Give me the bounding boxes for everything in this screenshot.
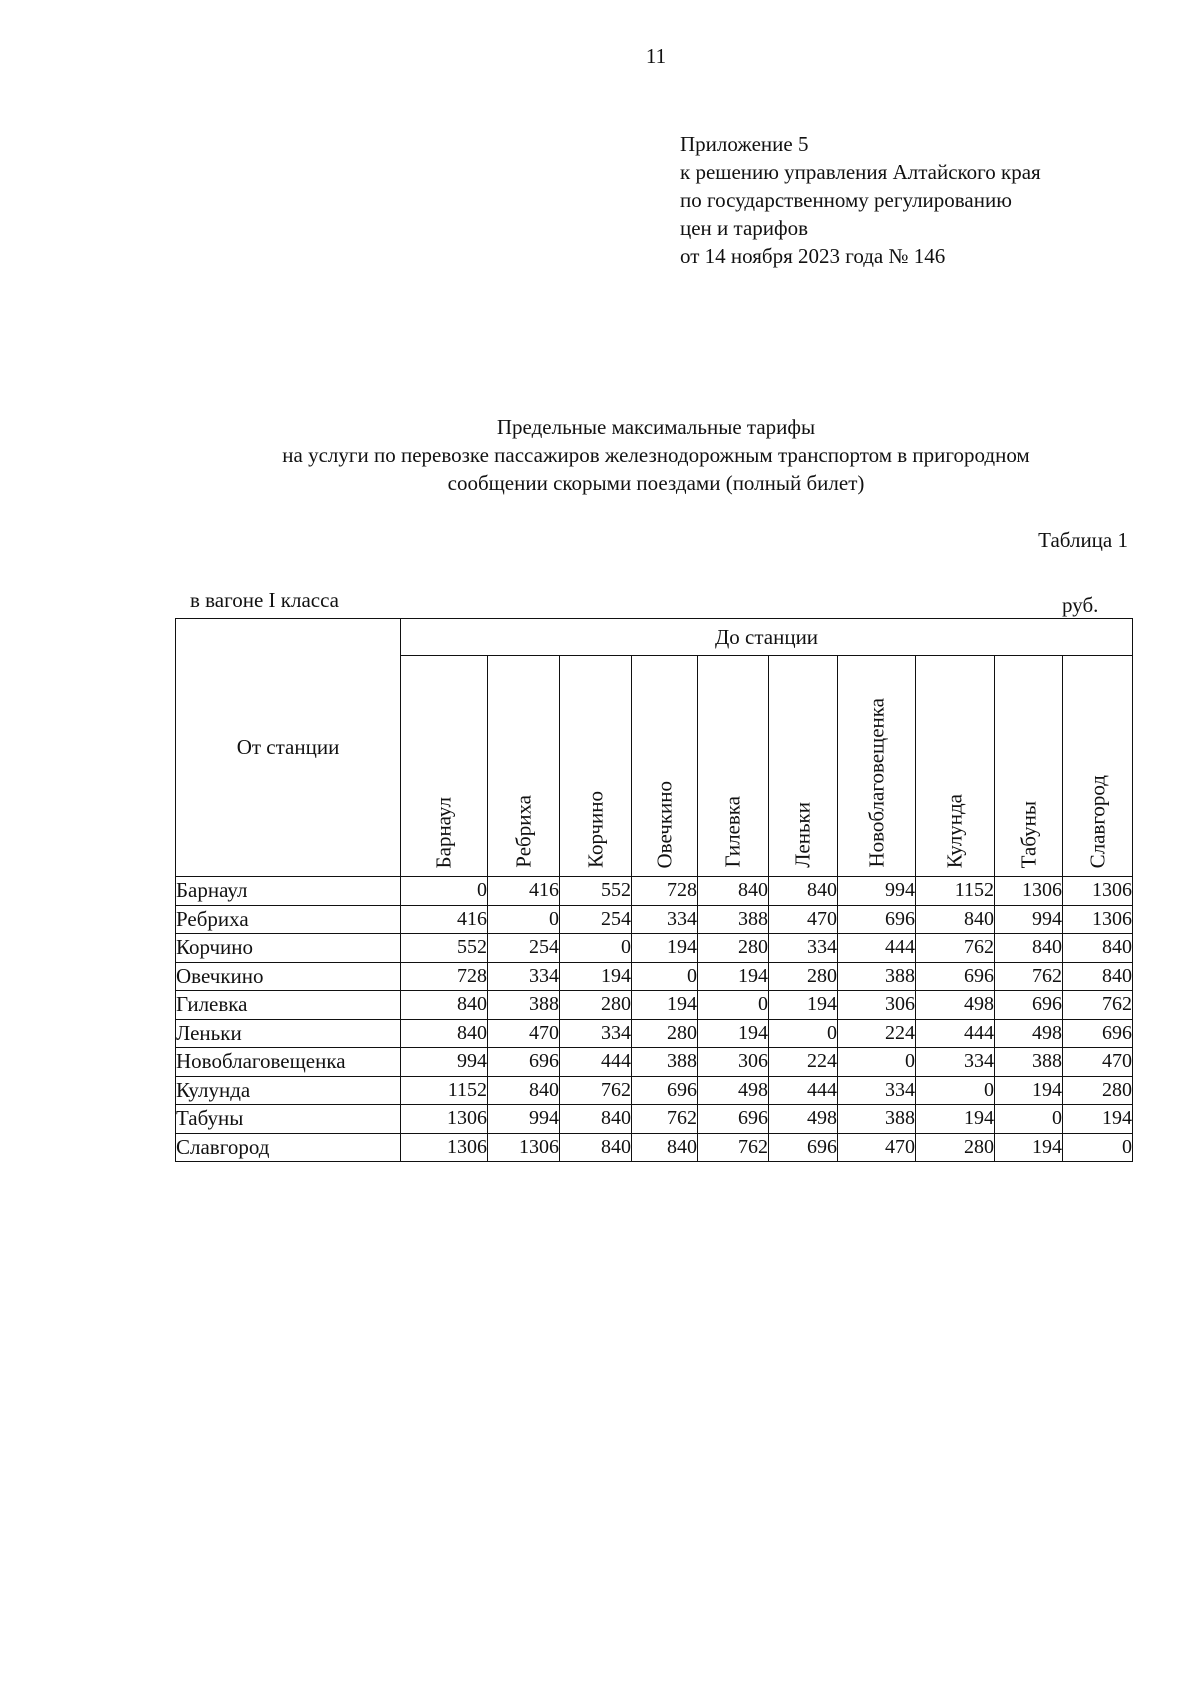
tariff-cell: 1152: [401, 1076, 488, 1105]
tariff-cell: 280: [632, 1019, 698, 1048]
tariff-cell: 444: [916, 1019, 995, 1048]
tariff-cell: 840: [632, 1133, 698, 1162]
tariff-cell: 994: [838, 877, 916, 906]
tariff-cell: 0: [769, 1019, 838, 1048]
tariff-cell: 444: [560, 1048, 632, 1077]
tariff-cell: 470: [1063, 1048, 1133, 1077]
tariff-table: [175, 618, 1133, 1162]
column-header: [838, 656, 916, 877]
tariff-cell: 388: [698, 905, 769, 934]
tariff-cell: 388: [838, 1105, 916, 1134]
table-row: [176, 1105, 1133, 1134]
title-line: Предельные максимальные тарифы: [496, 415, 816, 439]
tariff-cell: 444: [838, 934, 916, 963]
column-header-label: Гилевка: [720, 796, 745, 868]
column-header-label: Барнаул: [431, 796, 456, 868]
column-header: [401, 656, 488, 877]
tariff-cell: 840: [769, 877, 838, 906]
tariff-cell: 0: [560, 934, 632, 963]
tariff-cell: 498: [916, 991, 995, 1020]
tariff-cell: 1306: [401, 1105, 488, 1134]
table-row: [176, 991, 1133, 1020]
column-header: [560, 656, 632, 877]
tariff-cell: 0: [916, 1076, 995, 1105]
tariff-cell: 194: [995, 1133, 1063, 1162]
column-header-label: Леньки: [790, 802, 815, 868]
tariff-cell: 194: [632, 991, 698, 1020]
tariff-cell: 224: [838, 1019, 916, 1048]
tariff-cell: 696: [1063, 1019, 1133, 1048]
table-row: [176, 1048, 1133, 1077]
tariff-cell: 552: [401, 934, 488, 963]
tariff-cell: 334: [838, 1076, 916, 1105]
table-row: [176, 1076, 1133, 1105]
tariff-cell: 254: [560, 905, 632, 934]
tariff-cell: 388: [488, 991, 560, 1020]
tariff-cell: 388: [632, 1048, 698, 1077]
unit-label: руб.: [1062, 593, 1099, 617]
column-header: [632, 656, 698, 877]
tariff-cell: 840: [560, 1105, 632, 1134]
tariff-cell: 334: [769, 934, 838, 963]
tariff-cell: 416: [488, 877, 560, 906]
tariff-cell: 840: [916, 905, 995, 934]
tariff-cell: 762: [916, 934, 995, 963]
document-title: [0, 413, 1200, 497]
tariff-cell: 280: [560, 991, 632, 1020]
table-row: [176, 905, 1133, 934]
tariff-cell: 1306: [995, 877, 1063, 906]
tariff-cell: 1306: [401, 1133, 488, 1162]
tariff-cell: 194: [632, 934, 698, 963]
page-number: 11: [645, 44, 667, 68]
tariff-cell: 0: [632, 962, 698, 991]
column-header: [995, 656, 1063, 877]
from-station-header: От станции: [176, 619, 401, 877]
row-station-name: Ребриха: [176, 905, 401, 934]
tariff-cell: 840: [488, 1076, 560, 1105]
tariff-cell: 334: [916, 1048, 995, 1077]
row-station-name: Гилевка: [176, 991, 401, 1020]
column-header-label: Славгород: [1085, 774, 1109, 868]
row-station-name: Барнаул: [176, 877, 401, 906]
tariff-cell: 994: [488, 1105, 560, 1134]
appendix-block: [680, 130, 1041, 270]
column-header: [488, 656, 560, 877]
tariff-cell: 1306: [488, 1133, 560, 1162]
tariff-cell: 498: [698, 1076, 769, 1105]
title-line: сообщении скорыми поездами (полный билет): [447, 471, 865, 495]
tariff-cell: 334: [488, 962, 560, 991]
tariff-cell: 194: [769, 991, 838, 1020]
tariff-cell: 470: [488, 1019, 560, 1048]
class-label: в вагоне I класса: [190, 588, 339, 612]
tariff-cell: 416: [401, 905, 488, 934]
tariff-cell: 254: [488, 934, 560, 963]
tariff-cell: 0: [401, 877, 488, 906]
tariff-cell: 334: [560, 1019, 632, 1048]
table-row: [176, 1133, 1133, 1162]
tariff-cell: 194: [1063, 1105, 1133, 1134]
tariff-cell: 840: [995, 934, 1063, 963]
tariff-cell: 696: [916, 962, 995, 991]
tariff-cell: 0: [838, 1048, 916, 1077]
column-header: [916, 656, 995, 877]
column-header-label: Овечкино: [652, 780, 676, 868]
column-header-label: Кулунда: [942, 793, 967, 868]
tariff-cell: 696: [838, 905, 916, 934]
table-row: [176, 877, 1133, 906]
appendix-line: к решению управления Алтайского края: [680, 160, 1041, 184]
tariff-cell: 762: [698, 1133, 769, 1162]
tariff-cell: 388: [995, 1048, 1063, 1077]
tariff-cell: 1306: [1063, 905, 1133, 934]
tariff-cell: 840: [560, 1133, 632, 1162]
tariff-cell: 0: [995, 1105, 1063, 1134]
column-header: [1063, 656, 1133, 877]
tariff-cell: 1306: [1063, 877, 1133, 906]
tariff-cell: 280: [698, 934, 769, 963]
tariff-cell: 728: [401, 962, 488, 991]
column-header-label: Корчино: [583, 791, 607, 868]
tariff-cell: 0: [1063, 1133, 1133, 1162]
tariff-cell: 696: [632, 1076, 698, 1105]
row-station-name: Леньки: [176, 1019, 401, 1048]
tariff-cell: 470: [838, 1133, 916, 1162]
appendix-line: Приложение 5: [680, 132, 809, 156]
tariff-cell: 840: [401, 991, 488, 1020]
tariff-cell: 194: [698, 962, 769, 991]
tariff-cell: 444: [769, 1076, 838, 1105]
tariff-cell: 840: [1063, 934, 1133, 963]
tariff-cell: 728: [632, 877, 698, 906]
tariff-cell: 696: [769, 1133, 838, 1162]
appendix-line: по государственному регулированию: [680, 188, 1012, 212]
tariff-cell: 194: [995, 1076, 1063, 1105]
tariff-cell: 498: [769, 1105, 838, 1134]
tariff-cell: 280: [1063, 1076, 1133, 1105]
row-station-name: Славгород: [176, 1133, 401, 1162]
tariff-cell: 994: [401, 1048, 488, 1077]
column-header-label: Новоблаговещенка: [864, 698, 888, 868]
tariff-cell: 762: [995, 962, 1063, 991]
tariff-cell: 994: [995, 905, 1063, 934]
tariff-cell: 840: [698, 877, 769, 906]
tariff-cell: 762: [632, 1105, 698, 1134]
tariff-cell: 696: [488, 1048, 560, 1077]
row-station-name: Корчино: [176, 934, 401, 963]
tariff-cell: 306: [698, 1048, 769, 1077]
table-row: [176, 1019, 1133, 1048]
tariff-cell: 306: [838, 991, 916, 1020]
tariff-cell: 194: [698, 1019, 769, 1048]
tariff-cell: 552: [560, 877, 632, 906]
tariff-cell: 280: [916, 1133, 995, 1162]
table-caption: Таблица 1: [1038, 528, 1128, 552]
tariff-cell: 498: [995, 1019, 1063, 1048]
tariff-cell: 840: [1063, 962, 1133, 991]
tariff-cell: 388: [838, 962, 916, 991]
column-header: [698, 656, 769, 877]
column-header: [769, 656, 838, 877]
tariff-cell: 194: [560, 962, 632, 991]
tariff-table-body: [176, 877, 1133, 1162]
column-header-label: Табуны: [1016, 800, 1040, 868]
row-station-name: Новоблаговещенка: [176, 1048, 401, 1077]
tariff-cell: 840: [401, 1019, 488, 1048]
tariff-cell: 762: [560, 1076, 632, 1105]
appendix-line: от 14 ноября 2023 года № 146: [680, 244, 946, 268]
table-row: [176, 934, 1133, 963]
tariff-cell: 470: [769, 905, 838, 934]
title-line: на услуги по перевозке пассажиров железнодорожным транспортом в пригородном: [282, 443, 1030, 467]
tariff-cell: 0: [698, 991, 769, 1020]
tariff-cell: 224: [769, 1048, 838, 1077]
tariff-cell: 334: [632, 905, 698, 934]
tariff-cell: 194: [916, 1105, 995, 1134]
column-header-label: Ребриха: [511, 795, 535, 868]
row-station-name: Кулунда: [176, 1076, 401, 1105]
tariff-cell: 0: [488, 905, 560, 934]
appendix-line: цен и тарифов: [680, 216, 809, 240]
to-station-header: До станции: [401, 619, 1133, 656]
tariff-cell: 762: [1063, 991, 1133, 1020]
tariff-cell: 696: [698, 1105, 769, 1134]
row-station-name: Табуны: [176, 1105, 401, 1134]
row-station-name: Овечкино: [176, 962, 401, 991]
table-row: [176, 962, 1133, 991]
tariff-cell: 696: [995, 991, 1063, 1020]
tariff-cell: 1152: [916, 877, 995, 906]
tariff-cell: 280: [769, 962, 838, 991]
